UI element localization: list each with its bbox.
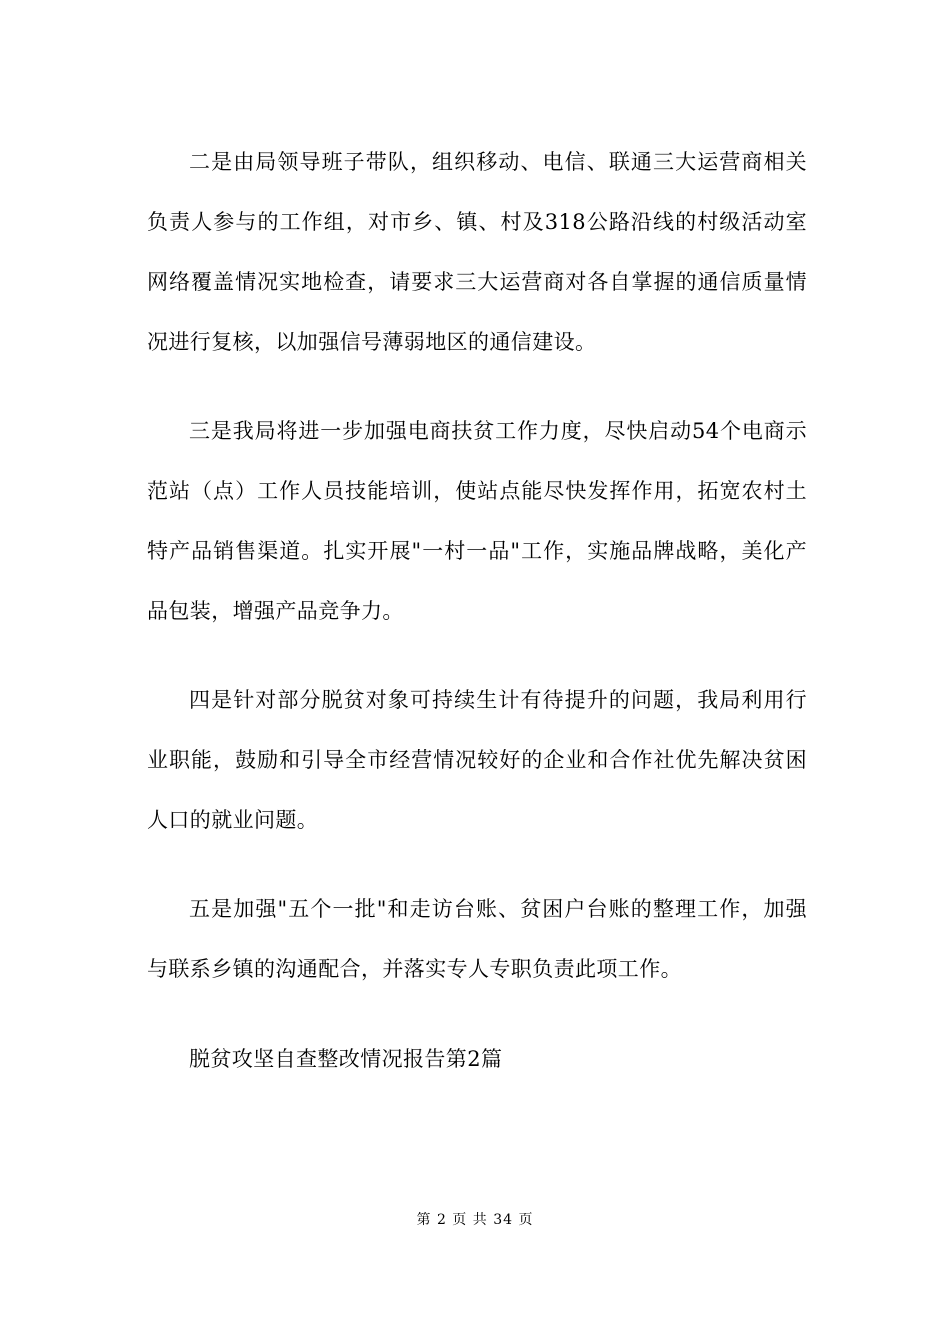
page-number-footer: 第 2 页 共 34 页 — [416, 1212, 534, 1228]
paragraph-4: 四是针对部分脱贫对象可持续生计有待提升的问题，我局利用行业职能，鼓励和引导全市经营情况较好的企业和合作社优先解决贫困人口的就业问题。 — [147, 688, 807, 832]
paragraph-2: 二是由局领导班子带队，组织移动、电信、联通三大运营商相关负责人参与的工作组，对市乡、镇、村及318公路沿线的村级活动室网络覆盖情况实地检查，请要求三大运营商对各自掌握的通信质量情况进行复核，以加强信号薄弱地区的通信建设。 — [147, 150, 807, 354]
section-heading: 脱贫攻坚自查整改情况报告第2篇 — [189, 1047, 503, 1071]
paragraph-5: 五是加强"五个一批"和走访台账、贫困户台账的整理工作，加强与联系乡镇的沟通配合，并落实专人专职负责此项工作。 — [147, 897, 807, 981]
paragraph-3: 三是我局将进一步加强电商扶贫工作力度，尽快启动54个电商示范站（点）工作人员技能培训，使站点能尽快发挥作用，拓宽农村土特产品销售渠道。扎实开展"一村一品"工作，实施品牌战略，美化产品包装，增强产品竞争力。 — [147, 419, 807, 623]
document-body — [147, 132, 807, 1089]
